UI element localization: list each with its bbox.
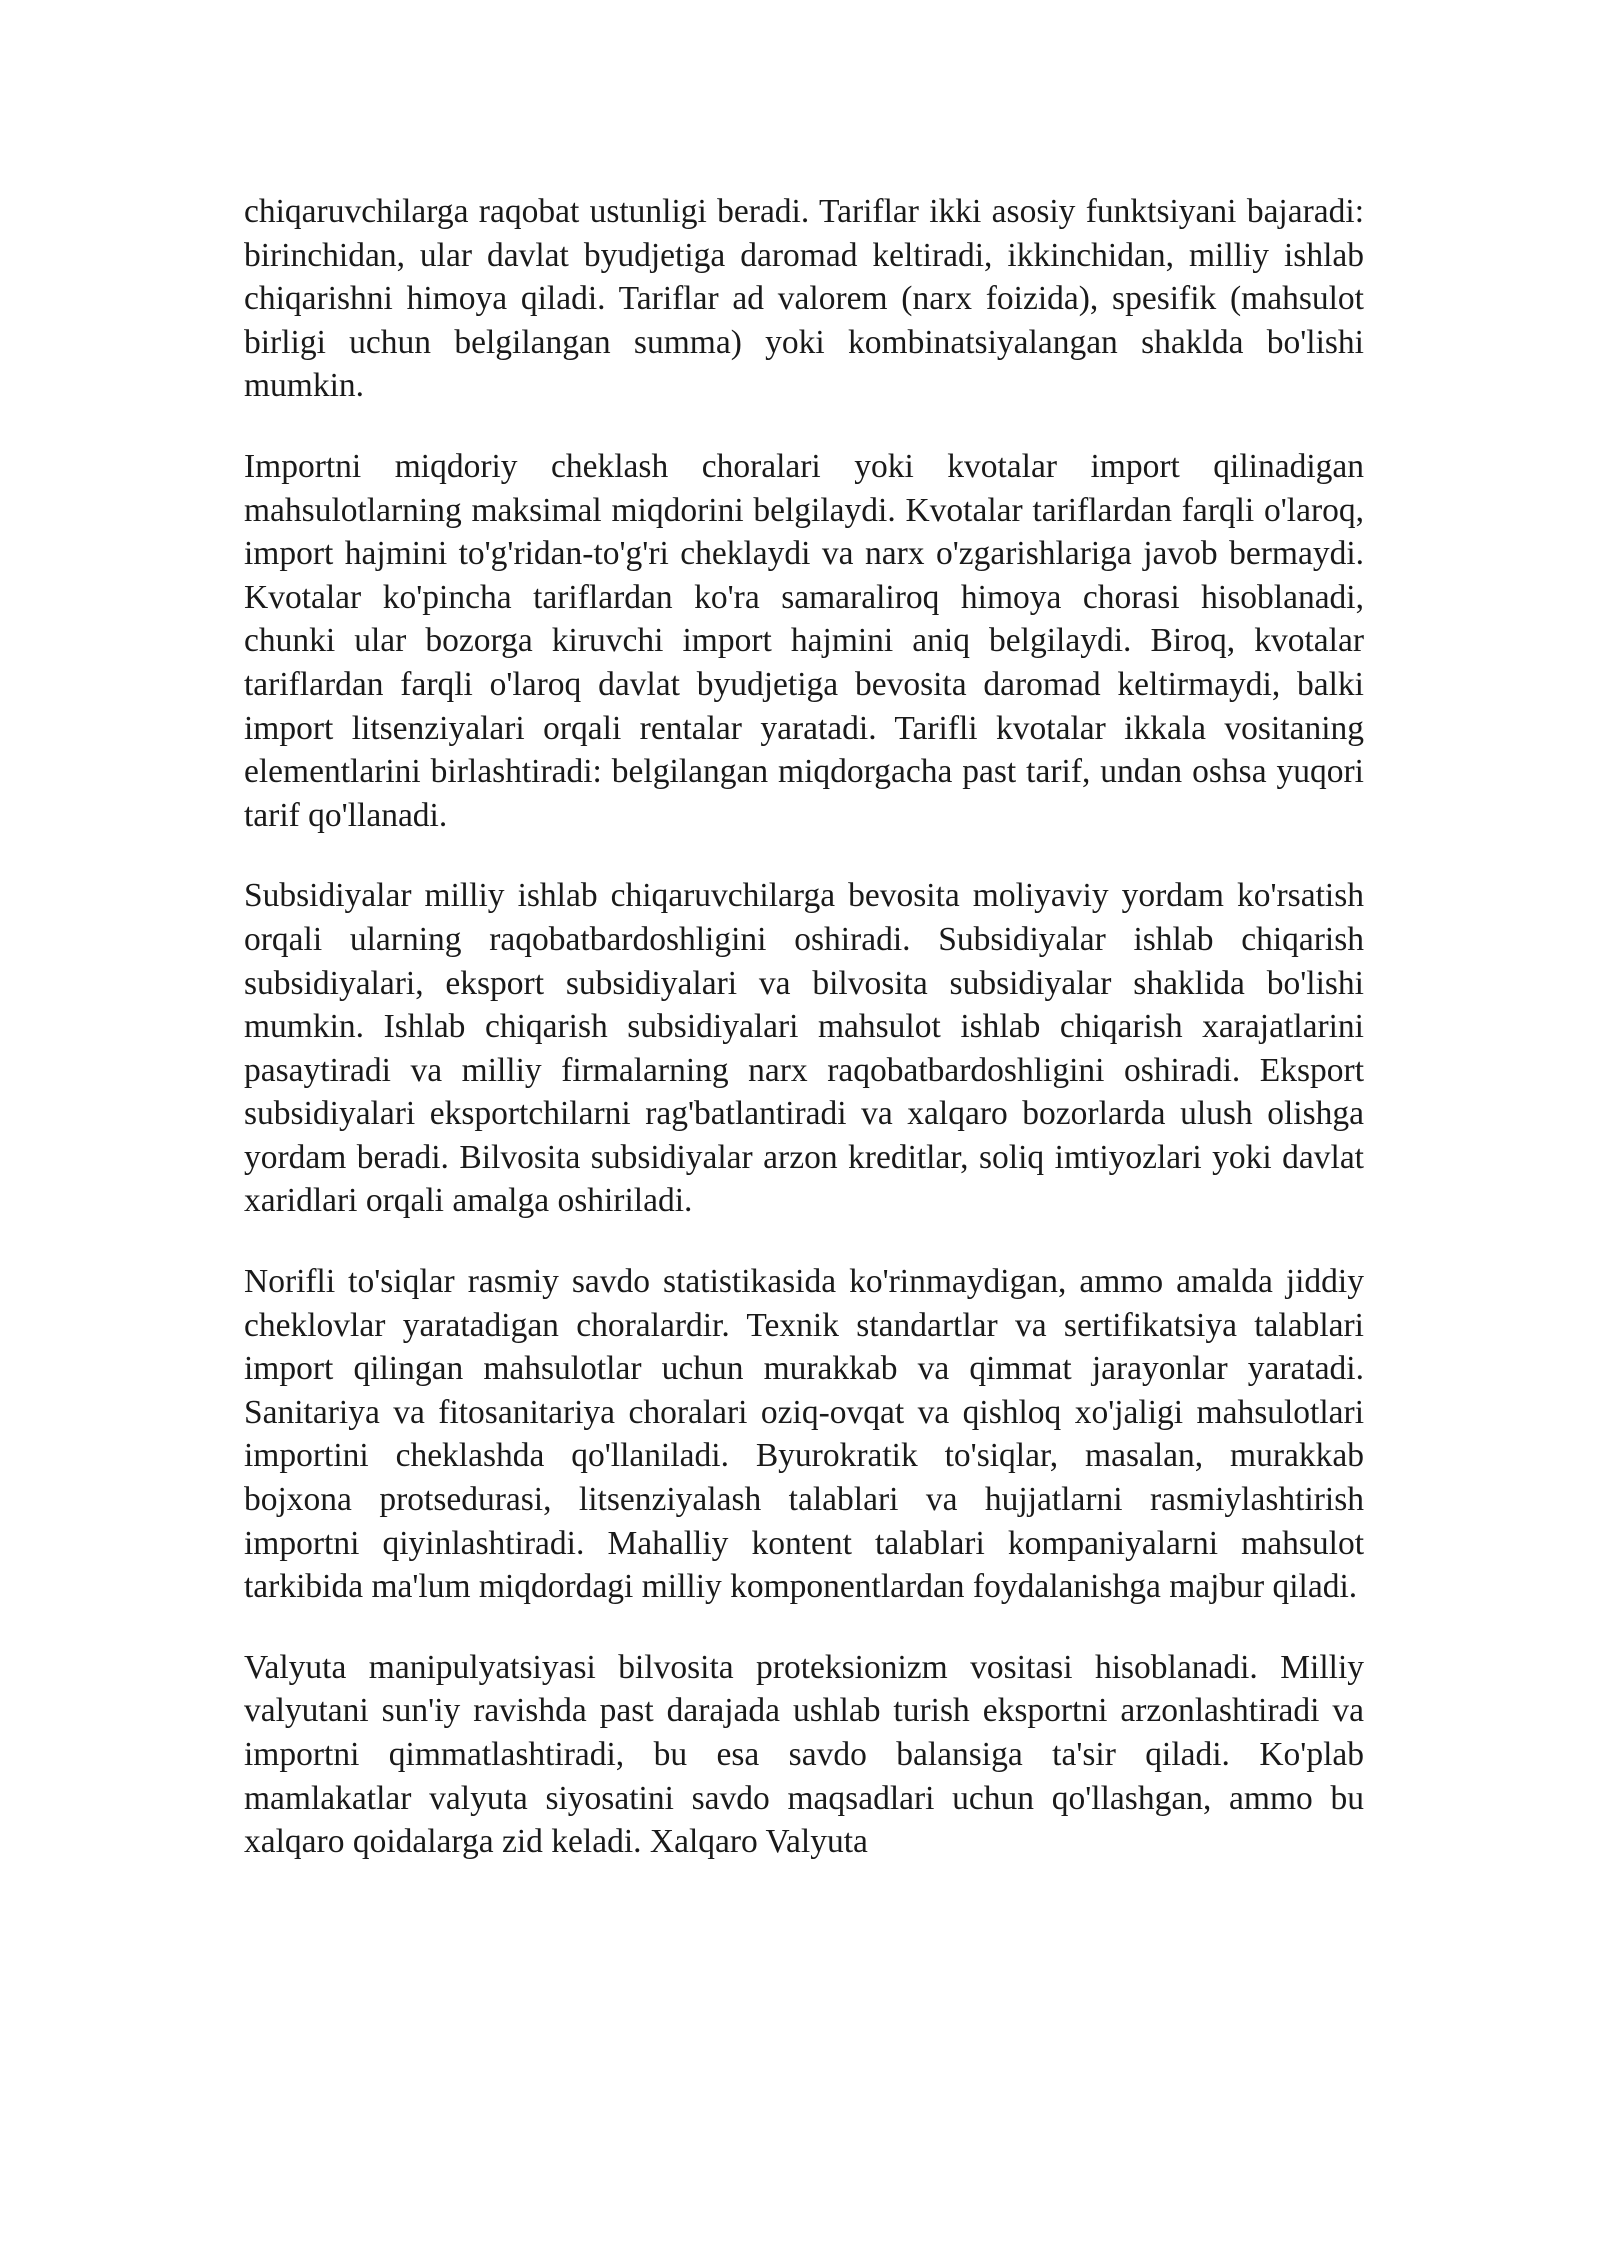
- paragraph-currency-manipulation: Valyuta manipulyatsiyasi bilvosita proteksionizm vositasi hisoblanadi. Milliy valyutani sun'iy ravishda past darajada ushlab turish eksportni arzonlashtiradi va importni qimmatlashtiradi, bu esa savdo balansiga ta'sir qiladi. Ko'plab mamlakatlar valyuta siyosatini savdo maqsadlari uchun qo'llashgan, ammo bu xalqaro qoidalarga zid keladi. Xalqaro Valyuta: [244, 1648, 1364, 1861]
- paragraph-subsidies: Subsidiyalar milliy ishlab chiqaruvchilarga bevosita moliyaviy yordam ko'rsatish orqali ularning raqobatbardoshligini oshiradi. Subsidiyalar ishlab chiqarish subsidiyalari, eksport subsidiyalari va bilvosita subsidiyalar shaklida bo'lishi mumkin. Ishlab chiqarish subsidiyalari mahsulot ishlab chiqarish xarajatlarini pasaytiradi va milliy firmalarning narx raqobatbardoshligini oshiradi. Eksport subsidiyalari eksportchilarni rag'batlantiradi va xalqaro bozorlarda ulush olishga yordam beradi. Bilvosita subsidiyalar arzon kreditlar, soliq imtiyozlari yoki davlat xaridlari orqali amalga oshiriladi.: [244, 877, 1364, 1220]
- paragraph-non-tariff-barriers: Norifli to'siqlar rasmiy savdo statistikasida ko'rinmaydigan, ammo amalda jiddiy cheklovlar yaratadigan choralardir. Texnik standartlar va sertifikatsiya talablari import qilingan mahsulotlar uchun murakkab va qimmat jarayonlar yaratadi. Sanitariya va fitosanitariya choralari oziq-ovqat va qishloq xo'jaligi mahsulotlari importini cheklashda qo'llaniladi. Byurokratik to'siqlar, masalan, murakkab bojxona protsedurasi, litsenziyalash talablari va hujjatlarni rasmiylashtirish importni qiyinlashtiradi. Mahalliy kontent talablari kompaniyalarni mahsulot tarkibida ma'lum miqdordagi milliy komponentlardan foydalanishga majbur qiladi.: [244, 1263, 1364, 1606]
- paragraph-quotas: Importni miqdoriy cheklash choralari yoki kvotalar import qilinadigan mahsulotlarning maksimal miqdorini belgilaydi. Kvotalar tariflardan farqli o'laroq, import hajmini to'g'ridan-to'g'ri cheklaydi va narx o'zgarishlariga javob bermaydi. Kvotalar ko'pincha tariflardan ko'ra samaraliroq himoya chorasi hisoblanadi, chunki ular bozorga kiruvchi import hajmini aniq belgilaydi. Biroq, kvotalar tariflardan farqli o'laroq davlat byudjetiga bevosita daromad keltirmaydi, balki import litsenziyalari orqali rentalar yaratadi. Tarifli kvotalar ikkala vositaning elementlarini birlashtiradi: belgilangan miqdorgacha past tarif, undan oshsa yuqori tarif qo'llanadi.: [244, 447, 1364, 834]
- document-body: [244, 190, 1364, 1901]
- paragraph-tariffs: chiqaruvchilarga raqobat ustunligi beradi. Tariflar ikki asosiy funktsiyani bajaradi: birinchidan, ular davlat byudjetiga daromad keltiradi, ikkinchidan, milliy ishlab chiqarishni himoya qiladi. Tariflar ad valorem (narx foizida), spesifik (mahsulot birligi uchun belgilangan summa) yoki kombinatsiyalangan shaklda bo'lishi mumkin.: [244, 193, 1364, 405]
